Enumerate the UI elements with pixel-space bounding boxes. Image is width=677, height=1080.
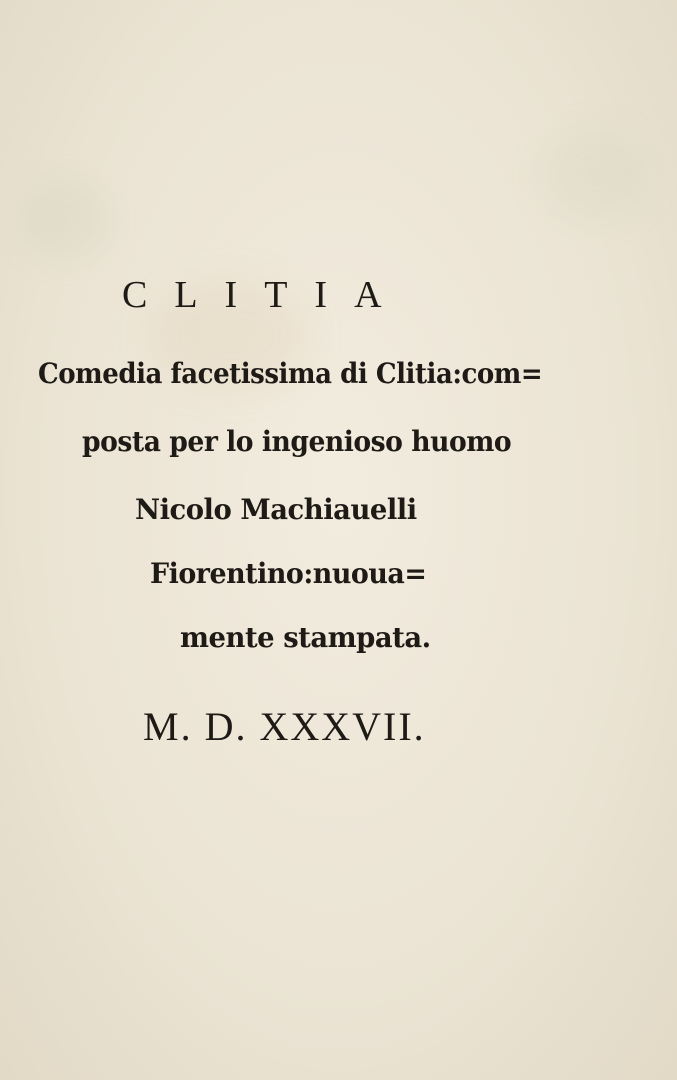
publication-date: M. D. XXXVII. — [143, 704, 426, 749]
subtitle-line-5: mente stampata. — [180, 621, 431, 654]
subtitle-line-2: posta per lo ingenioso huomo — [82, 425, 512, 458]
subtitle-line-1: Comedia facetissima di Clitia:com= — [38, 357, 543, 390]
subtitle-line-4: Fiorentino:nuoua= — [150, 557, 427, 590]
author-line: Nicolo Machiauelli — [135, 493, 417, 526]
book-title: CLITIA — [122, 274, 409, 316]
